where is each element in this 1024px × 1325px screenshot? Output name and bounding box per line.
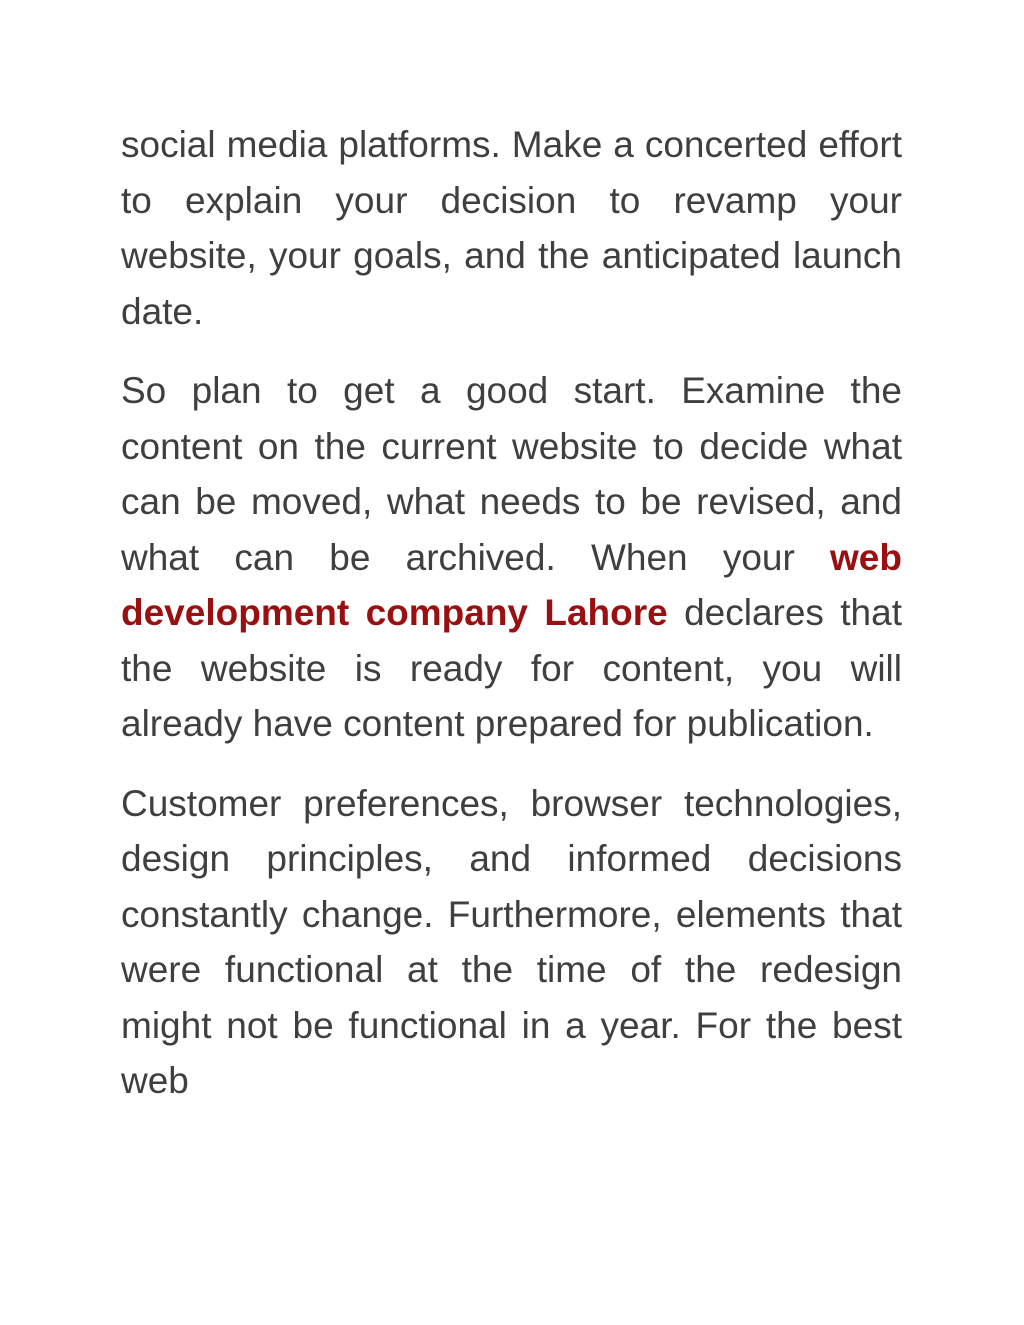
paragraph-text-after-link: declares that the website is ready for content, you will already have content prepared for publication. <box>121 592 902 744</box>
web-development-company-lahore-link[interactable]: web development company Lahore <box>121 536 902 633</box>
document-page <box>121 117 902 1133</box>
paragraph-text-before-link: So plan to get a good start. Examine the content on the current website to decide what can be moved, what needs to be revised, and what can be archived. When your <box>121 370 902 578</box>
paragraph-text: social media platforms. Make a concerted effort to explain your decision to revamp your website, your goals, and the anticipated launch date. <box>121 124 902 332</box>
paragraph-text: Customer preferences, browser technologies, design principles, and informed decisions constantly change. Furthermore, elements that were functional at the time of the redesign might not be functional in a year. For the best web <box>121 782 902 1101</box>
paragraph-customer-preferences <box>121 776 902 1109</box>
paragraph-social-media <box>121 117 902 339</box>
paragraph-plan-start <box>121 363 902 752</box>
